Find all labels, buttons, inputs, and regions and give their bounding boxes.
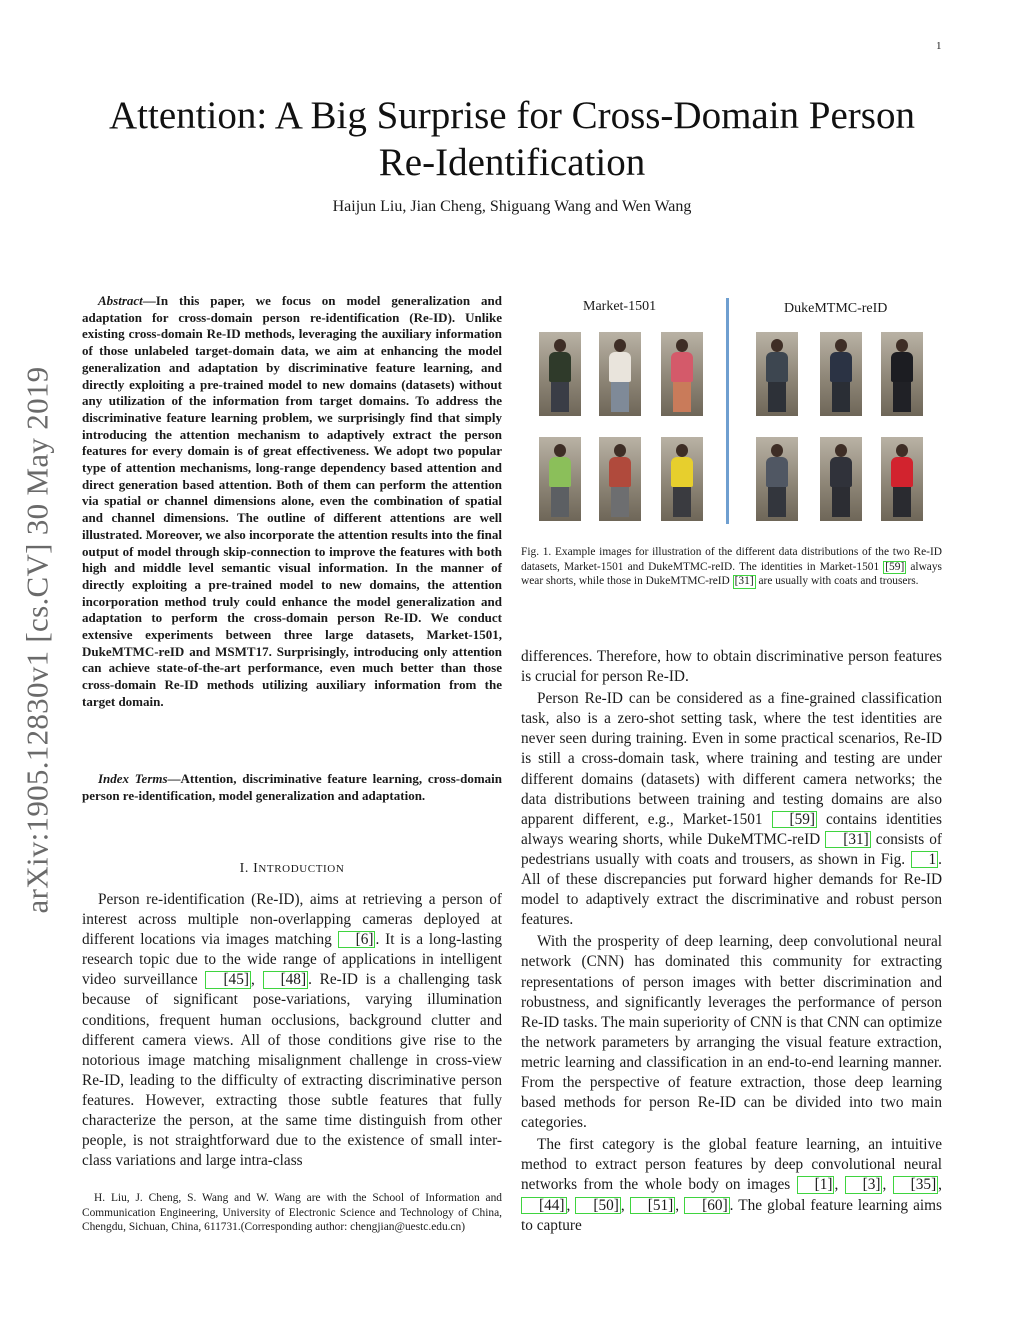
arxiv-identifier-text: arXiv:1905.12830v1 [cs.CV] 30 May 2019 [19, 366, 55, 914]
person-thumbnail [599, 437, 641, 521]
person-thumbnail [661, 437, 703, 521]
footnote-text: H. Liu, J. Cheng, S. Wang and W. Wang are with the School of Information and Communication Engineering, University of Electronic Science and Technology of China, Chengdu, Sichuan, China, 611731.(Corresponding author: chengjian@uestc.edu.cn) [82, 1192, 502, 1233]
right-paragraph-2 [521, 689, 942, 930]
right-paragraph-4 [521, 1135, 942, 1235]
person-legs [611, 382, 629, 412]
caption-text [521, 545, 942, 589]
section-numeral: I. [239, 861, 254, 876]
abstract-body: In this paper, we focus on model generalization and adaptation for cross-domain person re-identification (Re-ID). Unlike existing cross-domain Re-ID methods, leveraging the auxiliary information of those unlabeled target-domain data, we aim at enhancing the model generalization and adaptation by discriminative feature learning, and directly exploiting a pre-trained model to new domains (datasets) without any utilization of the information from target domains. To address the discriminative feature learning problem, we surprisingly find that simply introducing the attention mechanism to adaptively extract the person features for every domain is of great effectiveness. We adopt two popular type of attention mechanisms, long-range dependency based attention and direct generation based attention. Both of them can perform the attention via spatial or channel dimensions alone, even the combination of spatial and channel dimensions. The outline of different attentions are well illustrated. Moreover, we also incorporate the attention results into the final output of model through skip-connection to improve the features with both high and middle level semantic visual information. In the manner of directly exploiting a pre-trained model to new domains, the attention incorporation method truly could enhance the model generalization and adaptation to perform the cross-domain person Re-ID. We conduct extensive experiments between three large datasets, Market-1501, DukeMTMC-reID and MSMT17. Surprisingly, introducing only attention can achieve state-of-the-art performance, even much better than those cross-domain Re-ID methods utilizing auxiliary information from the target domain. [82, 293, 502, 709]
intro-text: . It is a long-lasting research topic due to the wide range of applications in intelligent video surveillance [82, 931, 502, 989]
person-head [896, 339, 908, 352]
person-head [771, 444, 783, 457]
citation-link[interactable]: [31] [825, 831, 871, 848]
citation-link[interactable]: [59] [772, 811, 818, 828]
body-text: contains identities always wearing shorts, while DukeMTMC-reID [521, 810, 942, 848]
person-thumbnail [539, 332, 581, 416]
citation-link[interactable]: [60] [684, 1197, 730, 1214]
person-torso [830, 352, 852, 382]
page-number: 1 [936, 40, 942, 52]
figure-caption [521, 545, 942, 589]
separator: , [250, 971, 263, 989]
caption-part: Fig. 1. Example images for illustration of the different data distributions of the two Re-ID datasets, Market-1501 and DukeMTMC-reID. The identities in Market-1501 [521, 546, 942, 573]
citation-link[interactable]: [31] [734, 575, 754, 588]
citation-link[interactable]: [59] [885, 560, 905, 573]
index-terms-paragraph [82, 771, 502, 804]
person-torso [891, 457, 913, 487]
person-head [896, 444, 908, 457]
person-legs [673, 382, 691, 412]
person-torso [549, 457, 571, 487]
citation-link[interactable]: [3] [845, 1176, 883, 1193]
title-line-1: Attention: A Big Surprise for Cross-Domain Person [109, 94, 915, 137]
person-head [554, 444, 566, 457]
person-torso [830, 457, 852, 487]
figure-label-market: Market-1501 [583, 299, 657, 314]
section-heading-introduction [82, 861, 502, 877]
section-initial: I [253, 861, 259, 876]
person-thumbnail [881, 437, 923, 521]
caption-part: are usually with coats and trousers. [755, 575, 919, 588]
citation-link[interactable]: [1] [797, 1176, 835, 1193]
person-torso [891, 352, 913, 382]
citation-link[interactable]: [50] [575, 1197, 621, 1214]
person-thumbnail [756, 332, 798, 416]
separator: , [566, 1196, 576, 1214]
abstract [82, 293, 502, 711]
body-text: The first category is the global feature learning, an intuitive method to extract person features by deep convolutional neural networks from the whole body on images [521, 1136, 942, 1194]
abstract-label: Abstract [98, 293, 143, 308]
person-torso [609, 352, 631, 382]
person-thumbnail [881, 332, 923, 416]
separator: , [882, 1176, 893, 1194]
person-legs [832, 382, 850, 412]
intro-paragraph-1 [82, 890, 502, 1171]
person-torso [766, 352, 788, 382]
person-legs [768, 382, 786, 412]
intro-left-column [82, 890, 502, 1171]
paper-title [60, 92, 964, 186]
person-head [614, 444, 626, 457]
figure-reference-link[interactable]: 1 [911, 851, 939, 868]
person-thumbnail [756, 437, 798, 521]
citation-link[interactable]: [44] [521, 1197, 567, 1214]
person-thumbnail [661, 332, 703, 416]
person-head [554, 339, 566, 352]
abstract-paragraph [82, 293, 502, 711]
citation-link[interactable]: [51] [630, 1197, 676, 1214]
person-thumbnail [820, 332, 862, 416]
person-torso [766, 457, 788, 487]
title-line-2: Re-Identification [378, 141, 646, 184]
person-torso [671, 352, 693, 382]
abstract-dash: — [142, 293, 156, 308]
separator: , [938, 1176, 942, 1194]
figure-1 [521, 292, 942, 530]
intro-text: Person re-identification (Re-ID), aims at retrieving a person of interest across multiple non-overlapping cameras deployed at different locations via images matching [82, 891, 502, 949]
section-rest: NTRODUCTION [258, 863, 345, 875]
person-head [676, 339, 688, 352]
separator: , [834, 1176, 845, 1194]
citation-link[interactable]: [35] [893, 1176, 939, 1193]
person-legs [551, 487, 569, 517]
person-thumbnail [599, 332, 641, 416]
person-legs [673, 487, 691, 517]
person-thumbnail [539, 437, 581, 521]
citation-link[interactable]: [6] [338, 931, 376, 948]
figure-label-duke: DukeMTMC-reID [784, 301, 888, 316]
separator: , [675, 1196, 685, 1214]
person-head [835, 444, 847, 457]
person-legs [893, 487, 911, 517]
person-head [835, 339, 847, 352]
person-head [676, 444, 688, 457]
separator: , [620, 1196, 630, 1214]
person-head [771, 339, 783, 352]
intro-right-column [521, 647, 942, 1236]
person-legs [611, 487, 629, 517]
person-torso [609, 457, 631, 487]
right-paragraph-3: With the prosperity of deep learning, deep convolutional neural network (CNN) has dominated this community for extracting representations of person images with better discrimination and robustness, and significantly leverages the performance of person Re-ID tasks. The main superiority of CNN is that CNN can optimize the network parameters by arranging the visual feature extraction, metric learning and classification in an end-to-end learning manner. From the perspective of feature extraction, those deep learning based methods for person Re-ID can be divided into two main categories. [521, 933, 942, 1132]
body-text: consists of pedestrians usually with coats and trousers, as shown in Fig. [521, 830, 942, 868]
person-legs [893, 382, 911, 412]
index-terms-body: Attention, discriminative feature learning, cross-domain person re-identification, model generalization and adaptation. [82, 771, 502, 803]
person-legs [832, 487, 850, 517]
author-footnote [82, 1191, 502, 1235]
index-terms-label: Index Terms [98, 771, 168, 786]
right-paragraph-1: differences. Therefore, how to obtain discriminative person features is crucial for person Re-ID. [521, 648, 942, 686]
index-terms-dash: — [167, 771, 181, 786]
person-torso [549, 352, 571, 382]
person-torso [671, 457, 693, 487]
citation-link[interactable]: [45] [205, 971, 251, 988]
body-text: . All of these discrepancies put forward higher demands for Re-ID model to adaptively extract the discriminative and robust person features. [521, 850, 942, 929]
author-list: Haijun Liu, Jian Cheng, Shiguang Wang and Wen Wang [332, 198, 692, 215]
caption-part: always wear shorts, while those in DukeMTMC-reID [521, 560, 942, 588]
person-legs [551, 382, 569, 412]
figure-divider [726, 298, 729, 524]
intro-text: . Re-ID is a challenging task because of significant pose-variations, varying illumination conditions, frequent human occlusions, background clutter and different camera views. All of those conditions give rise to the notorious image matching misalignment challenge in cross-view Re-ID, leading to the difficulty of extracting discriminative person features. However, extracting those subtle features that fully characterize the person, at the same time distinguish from other people, is not straightforward due to the existence of small inter-class variations and large intra-class [82, 971, 502, 1170]
person-thumbnail [820, 437, 862, 521]
arxiv-identifier [12, 340, 62, 940]
body-text: Person Re-ID can be considered as a fine-grained classification task, also is a zero-shot setting task, where the test identities are never seen during training. Even in some practical scenarios, Re-ID is still a cross-domain task, where training and testing are under different domains (datasets) with different camera networks; the data distributions between training and testing domains are also apparent different, e.g., Market-1501 [521, 690, 942, 828]
person-head [614, 339, 626, 352]
body-text: . The global feature learning aims to capture [521, 1196, 942, 1234]
index-terms [82, 771, 502, 804]
citation-link[interactable]: [48] [263, 971, 309, 988]
person-legs [768, 487, 786, 517]
